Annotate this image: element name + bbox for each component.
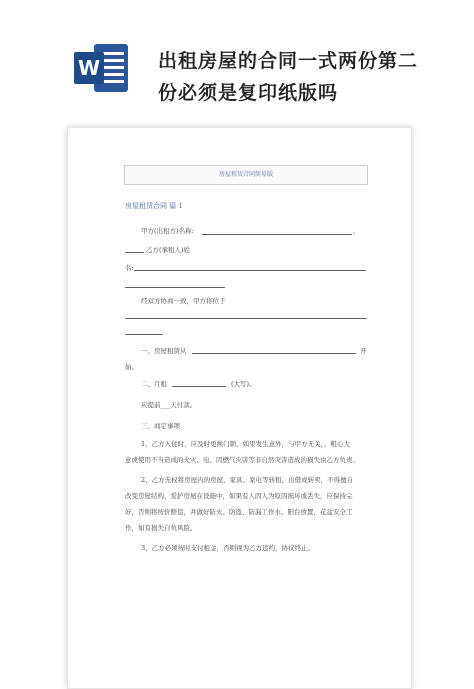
document-title: 房屋租赁合同 篇 1 [125,202,183,210]
svg-text:W: W [77,56,101,80]
landlord-blank [202,234,352,235]
item-2-line-2: 改变房屋结构，爱护房屋在设施中，如果有人因人为原因损坏或丢失，应保持完 [125,492,353,500]
address-blank-2 [125,334,163,335]
payment-line: 应提前___天付款。 [141,401,197,409]
address-blank [125,318,367,319]
name-blank-2 [125,287,225,288]
item-3-line-1: 3、乙方必须按时支付租金，否则视为乙方违约，协议终止。 [141,544,315,552]
item-2-line-4: 作，如有损失自负风险。 [125,524,197,532]
section-2-label: 二、月租 [141,380,167,388]
page-title-line-1: 出租房屋的合同一式两份第二 [158,50,419,72]
item-1-line-2: 意或使用不当造成的火灾、电、因燃气灾害等非自然灾害造成的损失由乙方负责。 [125,456,359,464]
word-icon [74,40,130,96]
name-label: 名: [125,264,134,272]
document-banner: 房屋租赁合同简易版 [124,165,368,185]
header [0,0,474,125]
page-title-line-2: 份必须是复印纸版吗 [158,82,339,104]
item-2-line-1: 2、乙方无权将房屋内的房屋、家具、家电等转租，出借或转卖，不得擅自 [141,476,354,484]
landlord-label: 甲方(出租方)名称: [141,227,194,235]
item-1-line-1: 1、乙方入住时，应及时更换门锁，如果发生意外，与甲方无关，、粗心大 [141,440,350,448]
document-page [67,127,412,689]
name-blank [134,270,366,271]
item-3 [125,540,370,556]
section-3-label: 三、商定事项 [141,422,180,430]
rent-words: (大写)。 [231,380,256,388]
item-1 [125,436,370,468]
landlord-end: , [353,227,356,235]
section-1-label: 一、房屋租赁从 [141,347,187,355]
rent-blank [172,386,226,387]
section-1-end: 开 [360,347,367,355]
section-1-blank [192,353,356,354]
tenant-label: 乙方(承租人)姓 [146,246,191,254]
agree-line: 经双方协商一致，甲方将位于 [141,297,226,305]
item-2-line-3: 好，否则将按价赔偿，并做好防火、防盗、防漏工作水、阳台放置，花盆安全工 [125,508,353,516]
item-2 [125,472,370,536]
section-1-cont: 始。 [125,363,138,371]
tenant-prefix-blank [125,252,144,253]
